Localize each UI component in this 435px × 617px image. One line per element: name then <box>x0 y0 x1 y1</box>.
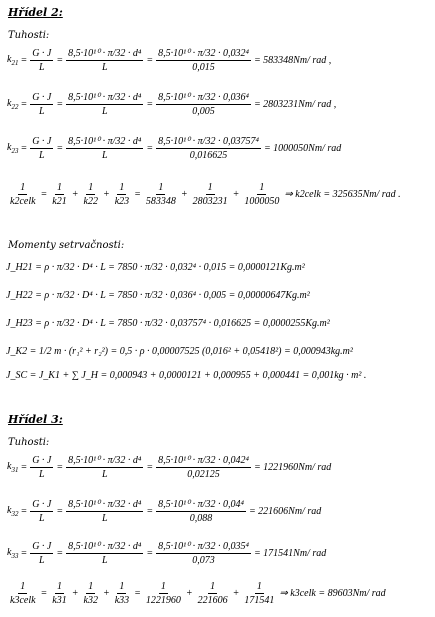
equation-jh22: J_H22 = ρ · π/32 · D⁴ · L = 7850 · π/32 · 0,036⁴ · 0,005 = 0,00000647Kg.m² <box>6 290 310 301</box>
equation-jk2: J_K2 = 1/2 m · (r₁² + r₂²) = 0,5 · ρ · 0,00007525 (0,016² + 0,05418²) = 0,000943kg.m² <box>6 346 353 357</box>
equation-jh23: J_H23 = ρ · π/32 · D⁴ · L = 7850 · π/32 · 0,03757⁴ · 0,016625 = 0,0000255Kg.m² <box>6 318 330 329</box>
equation-k32: $k_{32}$ = $\frac{G \cdot J}{L}$ = $\frac{\text{8,5·10¹⁰ · π/32 · d⁴}}{L}$ = $\frac{\text{8,5·10¹⁰ · π/32 · 0,04⁴}}{0,088}$ = 221606Nm/ rad <box>7 499 322 524</box>
equation-jh21: J_H21 = ρ · π/32 · D⁴ · L = 7850 · π/32 · 0,032⁴ · 0,015 = 0,0000121Kg.m² <box>6 262 305 273</box>
label-tuhosti-3: Tuhosti: <box>8 437 50 448</box>
equation-k3celk: $\frac{1}{\text{k3celk}}$ = $\frac{1}{k31}$ + $\frac{1}{k32}$ + $\frac{1}{k33}$ = $\frac{1}{1221960}$ + $\frac{1}{221606}$ + $\frac{1}{171541}$ ⇒ k3celk = 89603Nm/ rad <box>10 581 386 606</box>
equation-jsc: J_SC = J_K1 + ∑ J_H = 0,000943 + 0,0000121 + 0,000955 + 0,000441 = 0,001kg · m² . <box>6 370 367 381</box>
equation-k21: $k_{21}$ = $\frac{G \cdot J}{L}$ = $\frac{\text{8,5·10¹⁰ · π/32 · d⁴}}{L}$ = $\frac{\text{8,5·10¹⁰ · π/32 · 0,032⁴}}{0,015}$ = 583348Nm/ rad , <box>7 48 332 73</box>
equation-k22: $k_{22}$ = $\frac{G \cdot J}{L}$ = $\frac{\text{8,5·10¹⁰ · π/32 · d⁴}}{L}$ = $\frac{\text{8,5·10¹⁰ · π/32 · 0,036⁴}}{0,005}$ = 2803231Nm/ rad , <box>7 92 337 117</box>
equation-k2celk: $\frac{1}{\text{k2celk}}$ = $\frac{1}{k21}$ + $\frac{1}{k22}$ + $\frac{1}{k23}$ = $\frac{1}{583348}$ + $\frac{1}{2803231}$ + $\frac{1}{1000050}$ ⇒ k2celk = 325635Nm/ rad . <box>10 182 401 207</box>
section-heading-hridel-2: Hřídel 2: <box>8 6 63 19</box>
equation-k33: $k_{33}$ = $\frac{G \cdot J}{L}$ = $\frac{\text{8,5·10¹⁰ · π/32 · d⁴}}{L}$ = $\frac{\text{8,5·10¹⁰ · π/32 · 0,035⁴}}{0,073}$ = 171541Nm/ rad <box>7 541 327 566</box>
equation-k23: $k_{23}$ = $\frac{G \cdot J}{L}$ = $\frac{\text{8,5·10¹⁰ · π/32 · d⁴}}{L}$ = $\frac{\text{8,5·10¹⁰ · π/32 · 0,03757⁴}}{0,016625}$ = 1000050Nm/ rad <box>7 136 342 161</box>
label-tuhosti-2: Tuhosti: <box>8 30 50 41</box>
section-heading-hridel-3: Hřídel 3: <box>8 413 63 426</box>
equation-k31: $k_{31}$ = $\frac{G \cdot J}{L}$ = $\frac{\text{8,5·10¹⁰ · π/32 · d⁴}}{L}$ = $\frac{\text{8,5·10¹⁰ · π/32 · 0,042⁴}}{0,02125}$ = 1221960Nm/ rad <box>7 455 332 480</box>
label-momenty-setrvacnosti: Momenty setrvačnosti: <box>8 240 125 251</box>
